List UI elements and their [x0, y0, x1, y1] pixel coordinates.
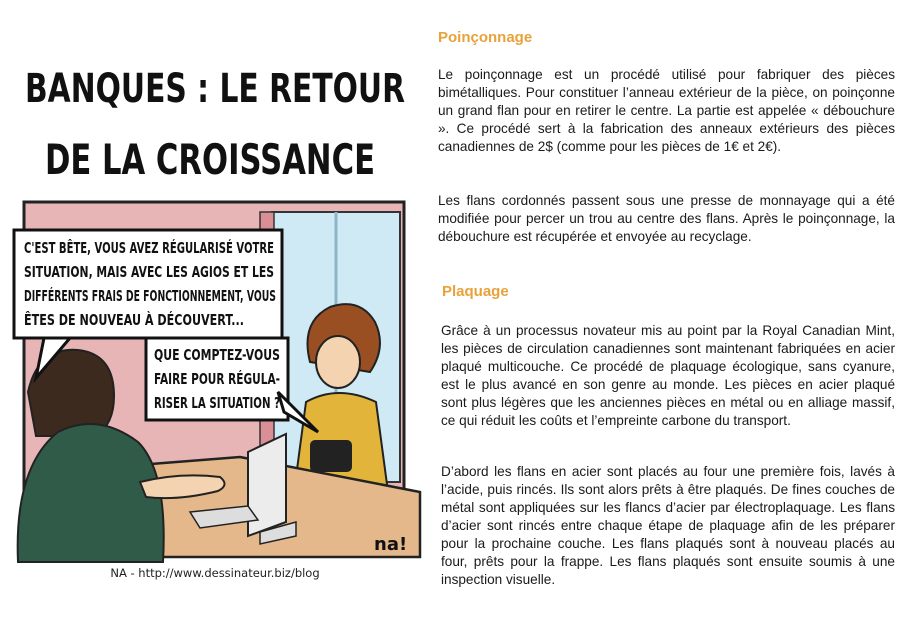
- section-heading-plaquage: Plaquage: [442, 283, 509, 300]
- artist-signature: na!: [374, 534, 408, 555]
- cartoon-drawing: [10, 62, 445, 562]
- bubble2-line: QUE COMPTEZ-VOUS: [154, 346, 280, 364]
- bubble1-line: SITUATION, MAIS AVEC LES AGIOS ET LES: [24, 263, 274, 281]
- cartoon-caption: NA - http://www.dessinateur.biz/blog: [110, 566, 320, 580]
- bubble1-line: C'EST BÊTE, VOUS AVEZ RÉGULARISÉ VOTRE: [24, 239, 410, 257]
- cartoon-illustration: [10, 62, 445, 562]
- plaquage-paragraph-1: Grâce à un processus novateur mis au point par la Royal Canadian Mint, les pièces de circulation canadiennes sont maintenant fabriquées en acier plaqué multicouche. Ce procédé de plaquage écologique, sans cyanure, est le plus avancé en son genre au monde. Les pièces en acier plaqué sont plus légères que les anciennes pièces en métal ou en alliage massif, ce qui réduit les coûts et l’empreinte carbone du transport.: [441, 323, 895, 428]
- speech-bubble-2: [154, 346, 334, 412]
- cartoon-title-line2: DE LA CROISSANCE: [45, 135, 375, 184]
- bubble2-line: FAIRE POUR RÉGULA-: [154, 370, 334, 388]
- poinconnage-paragraph-1: Le poinçonnage est un procédé utilisé pour fabriquer des pièces bimétalliques. Pour constituer l’anneau extérieur de la pièce, on poinçonne un grand flan pour en retirer le centre. La partie est appelée « débouchure ». Ce procédé sert à la fabrication des anneaux extérieurs des pièces canadiennes de 2$ (comme pour les pièces de 1€ et 2€).: [438, 67, 895, 154]
- cartoon-title-line1: BANQUES : LE RETOUR: [25, 66, 405, 112]
- poinconnage-paragraph-2: Les flans cordonnés passent sous une presse de monnayage qui a été modifiée pour percer un trou au centre des flans. Après le poinçonnage, la débouchure est récupérée et envoyée au recyclage.: [438, 193, 895, 244]
- bubble2-line: RISER LA SITUATION ?: [154, 394, 280, 412]
- section-heading-poinconnage: Poinçonnage: [438, 29, 533, 46]
- bubble1-line: DIFFÉRENTS FRAIS DE FONCTIONNEMENT, VOUS: [24, 287, 445, 305]
- bubble1-line: ÊTES DE NOUVEAU À DÉCOUVERT...: [24, 311, 330, 329]
- plaquage-paragraph-2: D’abord les flans en acier sont placés au four une première fois, lavés à l’acide, puis rincés. Ils sont alors prêts à être plaqués. De fines couches de métal sont appliquées sur les flancs d’acier par électroplaquage. Les flans d’acier sont rincés entre chaque étape de plaquage afin de les préparer pour la prochaine couche. Les flans plaqués sont à nouveau placés au four, prêts pour la frappe. Les flans plaqués sont ensuite soumis à une inspection visuelle.: [441, 464, 895, 587]
